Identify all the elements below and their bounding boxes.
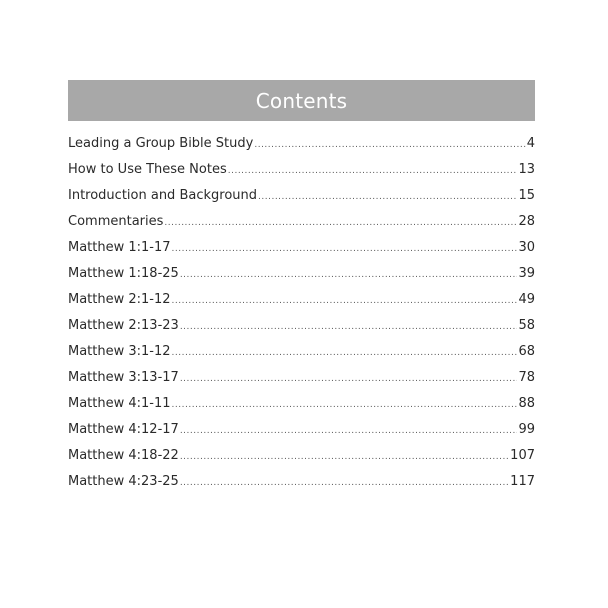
toc-entry — [68, 162, 535, 188]
toc-entry-page: 28 — [518, 214, 535, 229]
toc-entry-title: Matthew 4:23-25 — [68, 474, 179, 489]
page-title: Contents — [255, 88, 348, 113]
toc-entry-title: Matthew 3:1-12 — [68, 344, 171, 359]
toc-leader-dots — [180, 318, 518, 333]
toc-entry — [68, 214, 535, 240]
toc-entry-page: 99 — [518, 422, 535, 437]
toc-entry-title: Matthew 2:1-12 — [68, 292, 171, 307]
toc-leader-dots — [180, 448, 509, 463]
toc-entry-page: 68 — [518, 344, 535, 359]
toc-entry-title: Matthew 4:18-22 — [68, 448, 179, 463]
toc-entry-title: Matthew 4:12-17 — [68, 422, 179, 437]
toc-entry-page: 4 — [526, 136, 535, 151]
toc-leader-dots — [258, 188, 517, 203]
toc-entry-page: 30 — [518, 240, 535, 255]
toc-entry-page: 88 — [518, 396, 535, 411]
toc-entry-page: 78 — [518, 370, 535, 385]
toc-leader-dots — [172, 240, 518, 255]
toc-entry-title: Introduction and Background — [68, 188, 258, 203]
contents-header-band — [68, 80, 535, 121]
toc-entry — [68, 136, 535, 162]
toc-entry-page: 49 — [518, 292, 535, 307]
toc-entry-page: 13 — [518, 162, 535, 177]
toc-entry — [68, 396, 535, 422]
toc-entry — [68, 266, 535, 292]
toc-entry — [68, 422, 535, 448]
toc-leader-dots — [172, 292, 518, 307]
toc-entry-page: 58 — [518, 318, 535, 333]
toc-entry — [68, 188, 535, 214]
toc-entry-page: 107 — [510, 448, 535, 463]
toc-leader-dots — [180, 266, 518, 281]
toc-leader-dots — [172, 344, 518, 359]
toc-entry-page: 39 — [518, 266, 535, 281]
toc-entry-title: Leading a Group Bible Study — [68, 136, 254, 151]
toc-entry-title: Matthew 1:18-25 — [68, 266, 179, 281]
toc-leader-dots — [180, 370, 518, 385]
toc-leader-dots — [228, 162, 518, 177]
toc-entry — [68, 448, 535, 474]
toc-entry-title: Matthew 1:1-17 — [68, 240, 171, 255]
toc-entry — [68, 292, 535, 318]
toc-entry-title: Matthew 2:13-23 — [68, 318, 179, 333]
toc-entry-title: How to Use These Notes — [68, 162, 227, 177]
toc-leader-dots — [172, 396, 518, 411]
toc-entry — [68, 370, 535, 396]
toc-leader-dots — [164, 214, 517, 229]
toc-entry-title: Commentaries — [68, 214, 164, 229]
toc-entry — [68, 344, 535, 370]
toc-entry-page: 15 — [518, 188, 535, 203]
toc-entry — [68, 318, 535, 344]
toc-entry — [68, 240, 535, 266]
toc-leader-dots — [180, 422, 518, 437]
toc-entry-title: Matthew 4:1-11 — [68, 396, 171, 411]
toc-leader-dots — [254, 136, 525, 151]
table-of-contents — [68, 136, 535, 500]
toc-leader-dots — [180, 474, 509, 489]
toc-entry — [68, 474, 535, 500]
toc-entry-title: Matthew 3:13-17 — [68, 370, 179, 385]
toc-entry-page: 117 — [510, 474, 535, 489]
